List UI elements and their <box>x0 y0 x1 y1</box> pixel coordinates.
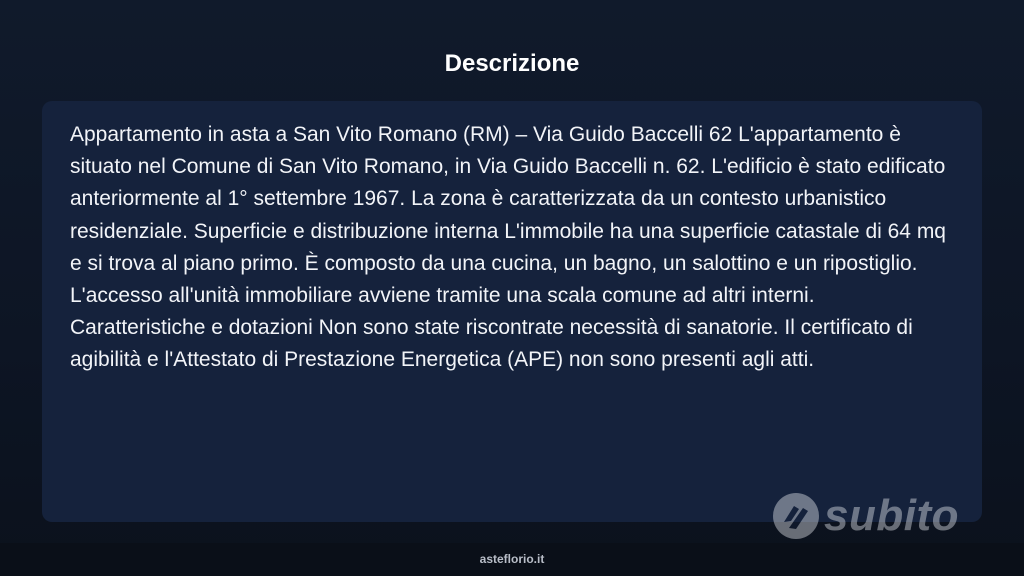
subito-watermark <box>772 490 959 542</box>
description-text: Appartamento in asta a San Vito Romano (RM) – Via Guido Baccelli 62 L'appartamento è situato nel Comune di San Vito Romano, in Via Guido Baccelli n. 62. L'edificio è stato edificato anteriormente al 1° settembre 1967. La zona è caratterizzata da un contesto urbanistico residenziale. Superficie e distribuzione interna L'immobile ha una superficie catastale di 64 mq e si trova al piano primo. È composto da una cucina, un bagno, un salottino e un ripostiglio. L'accesso all'unità immobiliare avviene tramite una scala comune ad altri interni. Caratteristiche e dotazioni Non sono state riscontrate necessità di sanatorie. Il certificato di agibilità e l'Attestato di Prestazione Energetica (APE) non sono presenti agli atti. <box>70 123 946 372</box>
footer-site-label: asteflorio.it <box>479 552 545 566</box>
page-title: Descrizione <box>444 50 580 77</box>
footer-bar <box>0 543 1024 576</box>
subito-logo-icon <box>772 492 820 540</box>
watermark-text: subito <box>824 491 959 540</box>
description-card <box>42 101 982 522</box>
